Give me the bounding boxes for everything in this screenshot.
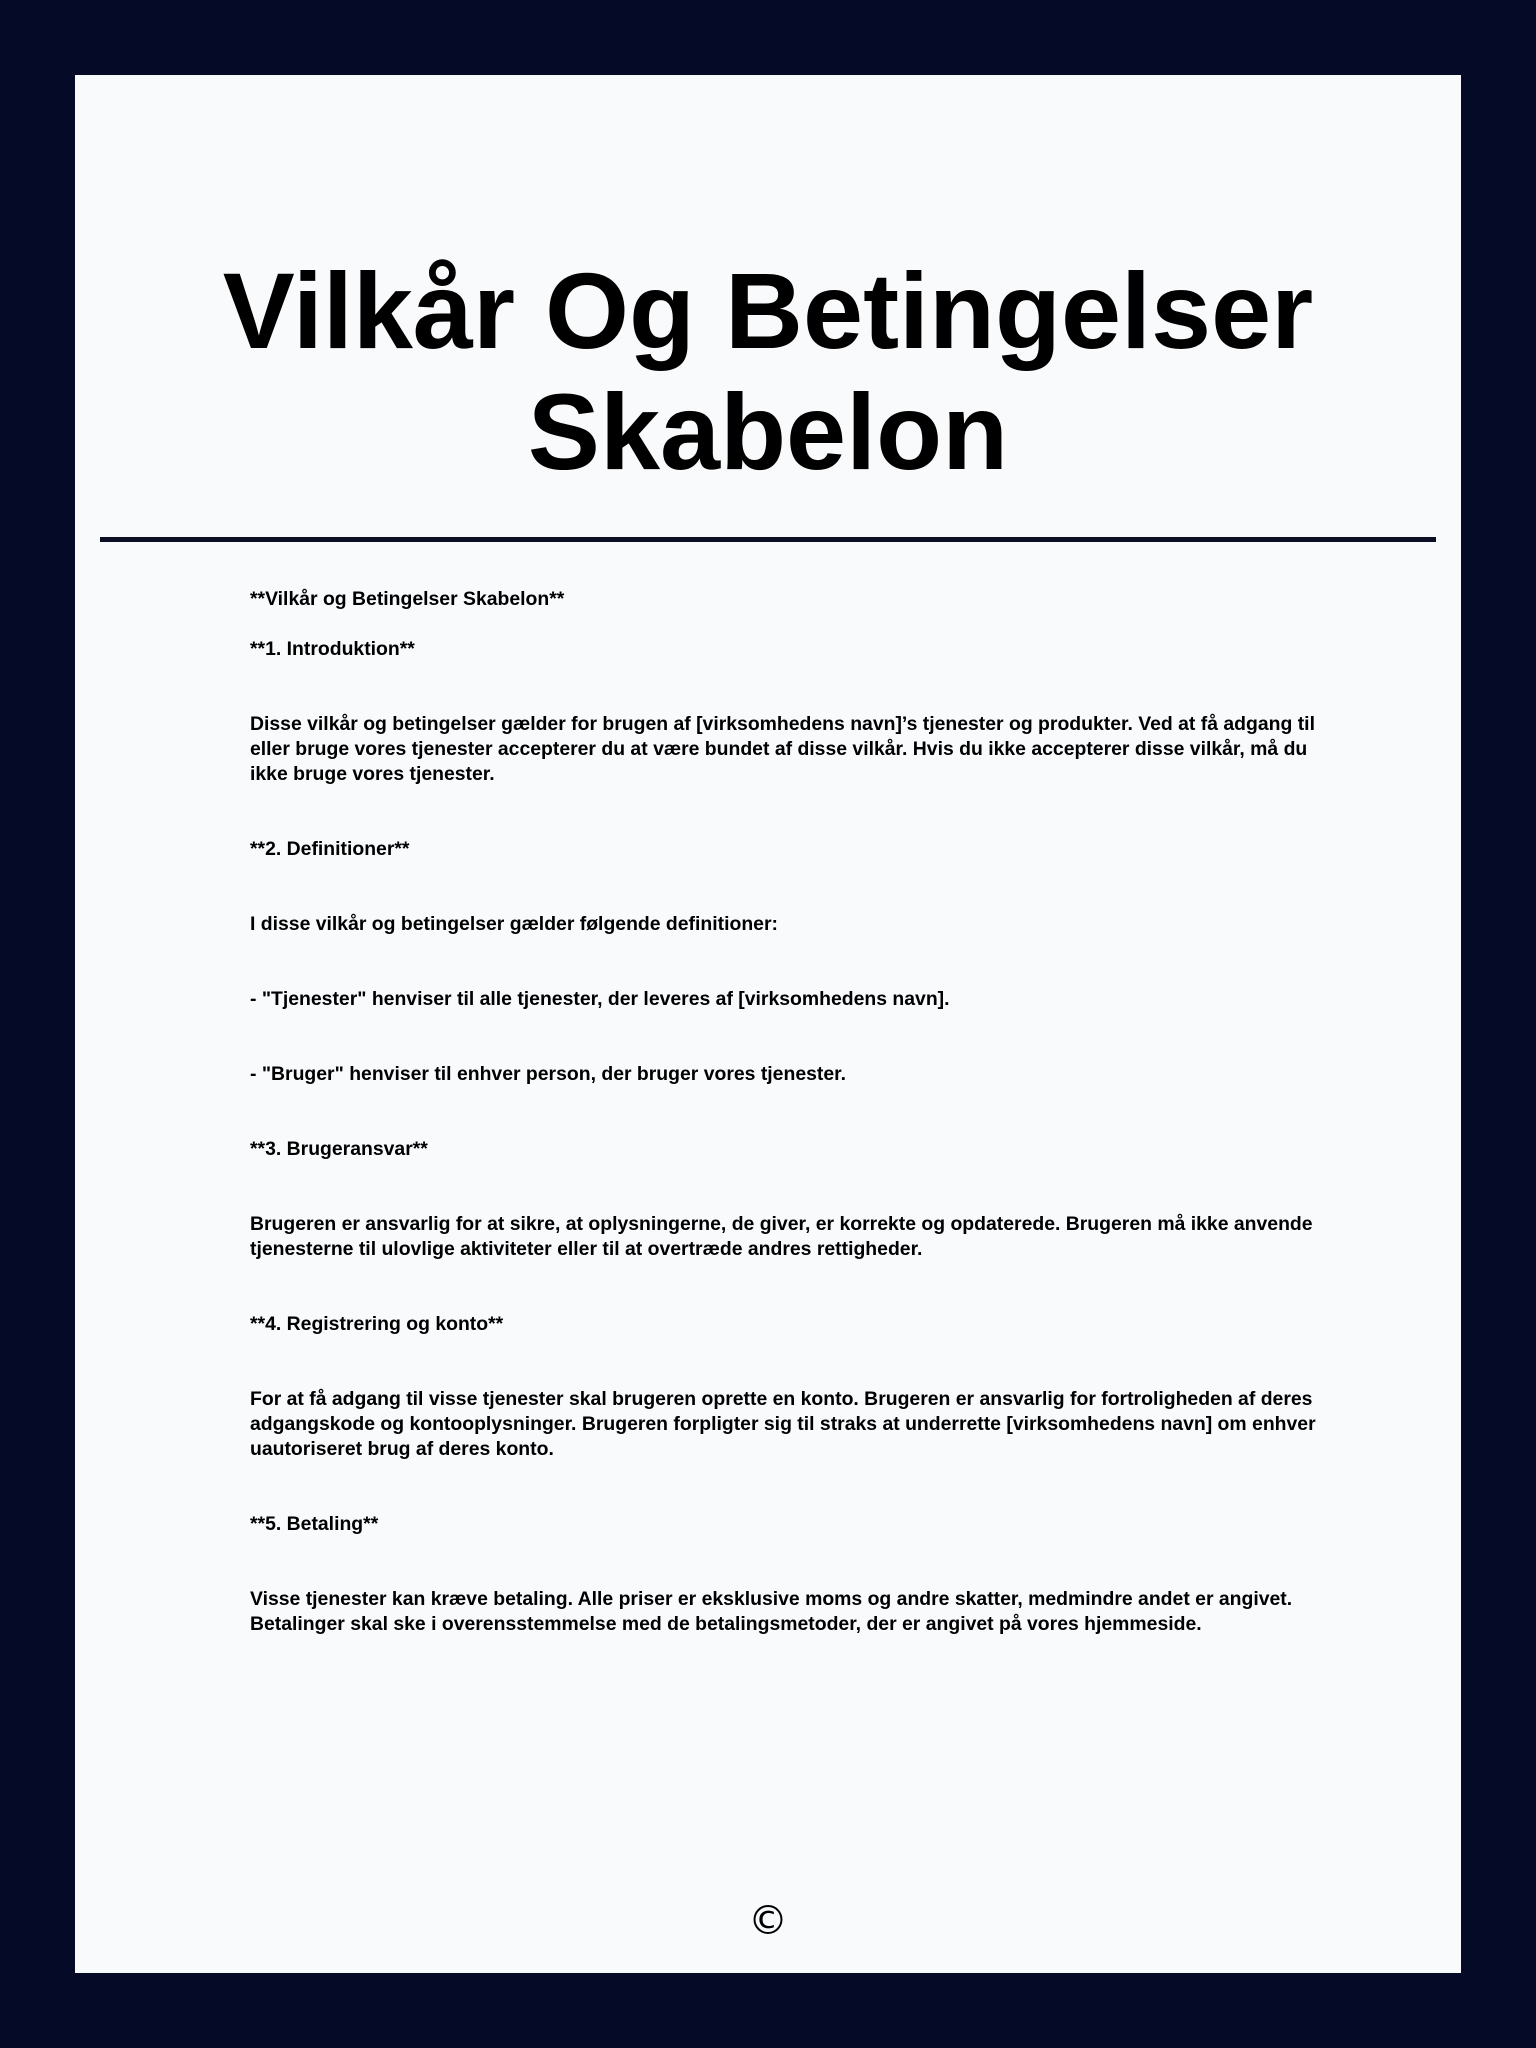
section-heading-brugeransvar: **3. Brugeransvar** — [250, 1138, 428, 1160]
section-heading-registrering: **4. Registrering og konto** — [250, 1313, 504, 1335]
copyright-symbol: © — [748, 1898, 788, 1944]
page-title: Vilkår Og Betingelser Skabelon — [222, 250, 1314, 492]
definition-item-bruger: - "Bruger" henviser til enhver person, der bruger vores tjenester. — [250, 1063, 846, 1085]
paragraph-definitioner-intro: I disse vilkår og betingelser gælder følgende definitioner: — [250, 913, 778, 935]
main-heading: **Vilkår og Betingelser Skabelon** — [250, 588, 565, 610]
section-heading-definitioner: **2. Definitioner** — [250, 838, 410, 860]
paragraph-registrering: For at få adgang til visse tjenester skal brugeren oprette en konto. Brugeren er ansvarlig for fortroligheden af deres adgangskode og kontooplysninger. Brugeren forpligter sig til straks at underrette [virksomhedens navn] om enhver uautoriseret brug af deres konto. — [250, 1388, 1316, 1460]
definition-item-tjenester: - "Tjenester" henviser til alle tjenester, der leveres af [virksomhedens navn]. — [250, 988, 950, 1010]
section-heading-introduktion: **1. Introduktion** — [250, 638, 415, 660]
title-divider — [100, 537, 1436, 542]
paragraph-brugeransvar: Brugeren er ansvarlig for at sikre, at oplysningerne, de giver, er korrekte og opdaterede. Brugeren må ikke anvende tjenesterne til ulovlige aktiviteter eller til at overtræde andres rettigheder. — [250, 1213, 1313, 1260]
paragraph-betaling: Visse tjenester kan kræve betaling. Alle priser er eksklusive moms og andre skatter, medmindre andet er angivet. Betalinger skal ske i overensstemmelse med de betalingsmetoder, der er angivet på vores hjemmeside. — [250, 1588, 1293, 1635]
document-body — [250, 587, 1350, 1687]
paragraph-introduktion: Disse vilkår og betingelser gælder for brugen af [virksomhedens navn]’s tjenester og produkter. Ved at få adgang til eller bruge vores tjenester accepterer du at være bundet af disse vilkår. Hvis du ikke accepterer disse vilkår, må du ikke bruge vores tjenester. — [250, 713, 1315, 785]
section-heading-betaling: **5. Betaling** — [250, 1513, 379, 1535]
document-page — [75, 75, 1461, 1973]
